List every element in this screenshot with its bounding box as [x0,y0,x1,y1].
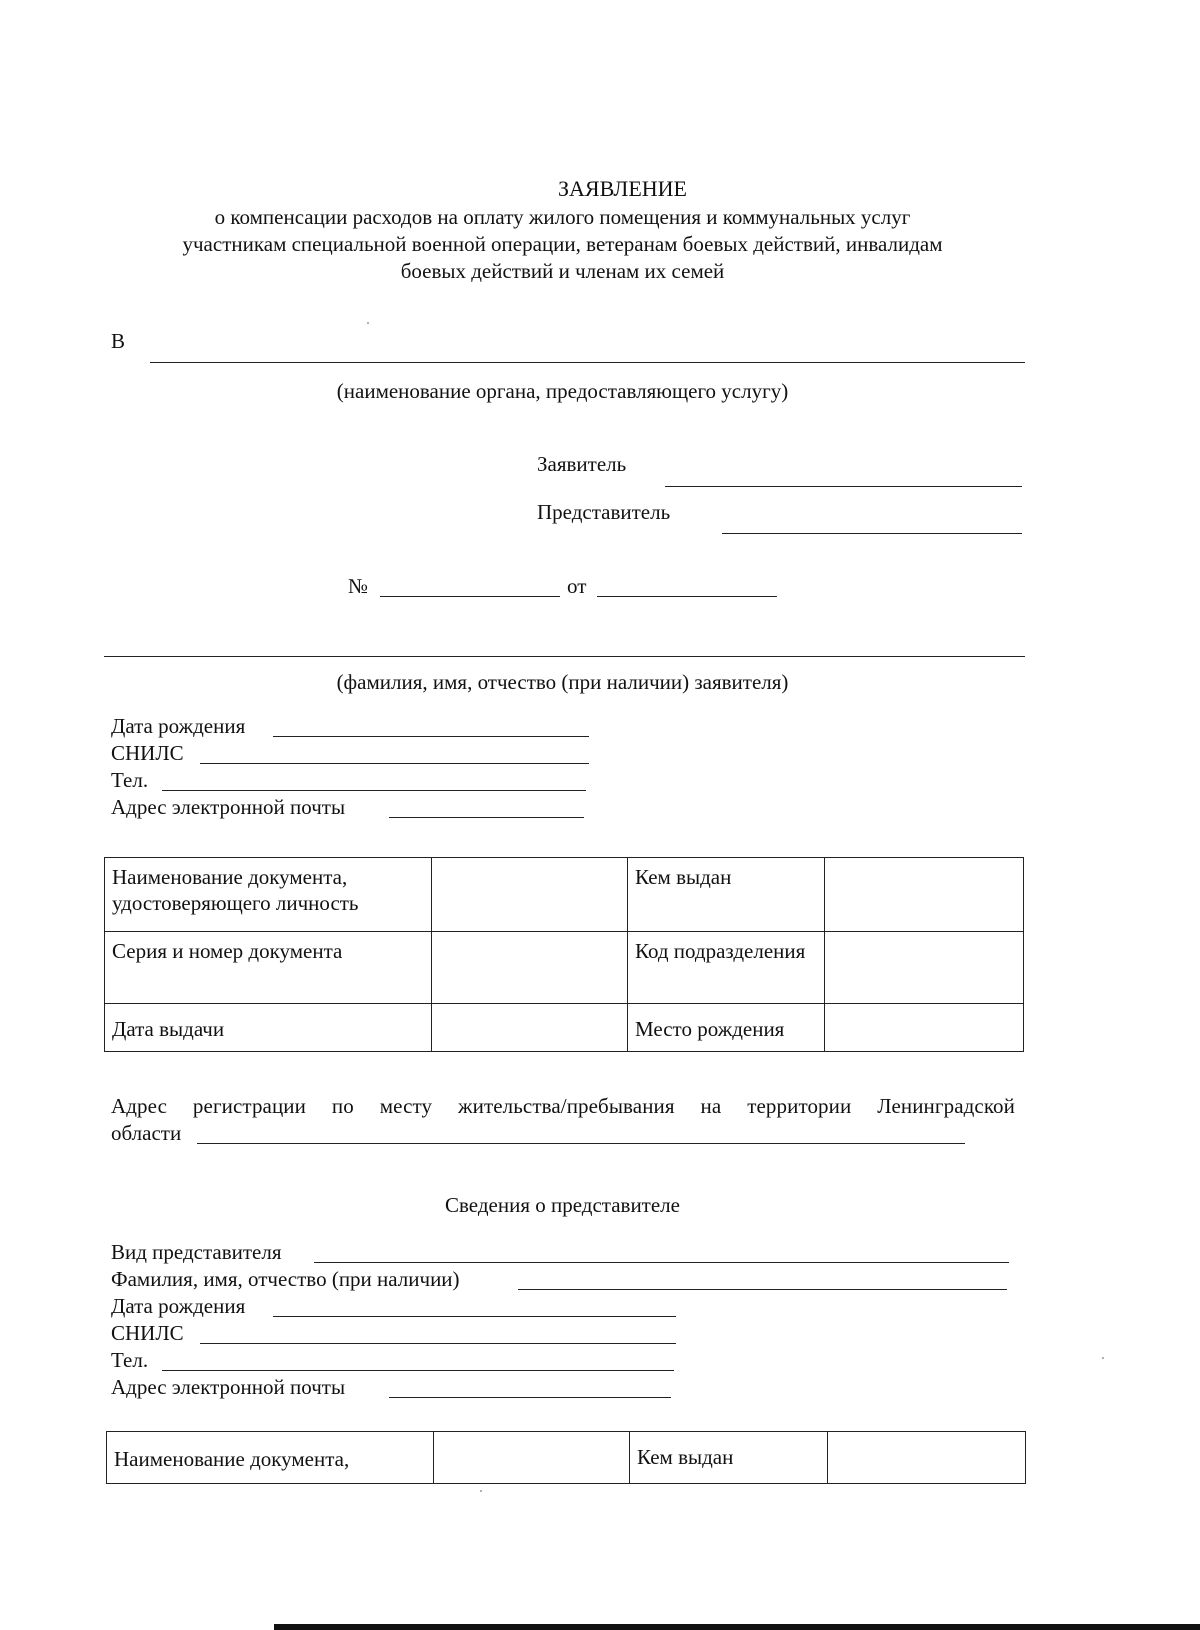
representative-email-label: Адрес электронной почты [111,1375,346,1399]
registration-address-label-cont: области [111,1121,182,1145]
scan-speck [1102,1357,1104,1359]
table-cell-label: Дата выдачи [105,1004,432,1052]
applicant-email-label: Адрес электронной почты [111,795,346,819]
applicant-snils-line[interactable] [200,763,589,764]
applicant-label: Заявитель [537,452,627,476]
number-line[interactable] [380,596,560,597]
representative-section-title: Сведения о представителе [445,1193,680,1217]
representative-birth-date-label: Дата рождения [111,1294,246,1318]
table-cell-label: Код подразделения [628,932,825,1004]
representative-phone-label: Тел. [111,1348,149,1372]
table-cell-label: Кем выдан [628,858,825,932]
table-cell-value[interactable] [825,932,1024,1004]
representative-name-line[interactable] [518,1289,1007,1290]
table-cell-label: Место рождения [628,1004,825,1052]
applicant-name-line[interactable] [104,656,1025,657]
applicant-snils-label: СНИЛС [111,741,184,765]
table-cell-value[interactable] [828,1432,1026,1484]
document-subtitle-line-2: участникам специальной военной операции, ветеранам боевых действий, инвалидам [182,232,943,256]
representative-line[interactable] [722,533,1022,534]
applicant-id-table [104,857,1024,1052]
applicant-email-line[interactable] [389,817,584,818]
scan-speck [480,1490,482,1492]
representative-type-line[interactable] [314,1262,1009,1263]
table-cell-value[interactable] [432,858,628,932]
table-cell-value[interactable] [825,1004,1024,1052]
document-subtitle-line-3: боевых действий и членам их семей [400,259,725,283]
representative-id-table [106,1431,1026,1484]
representative-label: Представитель [537,500,671,524]
table-cell-label: Серия и номер документа [105,932,432,1004]
representative-snils-label: СНИЛС [111,1321,184,1345]
table-cell-label: Наименование документа, удостоверяющего личность [105,858,432,932]
table-cell-label: Кем выдан [630,1432,828,1484]
applicant-phone-line[interactable] [162,790,586,791]
table-cell-label: Наименование документа, [107,1432,434,1484]
number-label: № [348,574,369,598]
representative-type-label: Вид представителя [111,1240,282,1264]
applicant-line[interactable] [665,486,1022,487]
addressee-line[interactable] [150,362,1025,363]
document-title: ЗАЯВЛЕНИЕ [558,176,687,201]
scan-speck [367,322,369,324]
applicant-birth-date-line[interactable] [273,736,589,737]
date-line[interactable] [597,596,777,597]
applicant-phone-label: Тел. [111,768,149,792]
applicant-name-caption: (фамилия, имя, отчество (при наличии) заявителя) [336,670,789,694]
representative-snils-line[interactable] [200,1343,676,1344]
table-cell-value[interactable] [825,858,1024,932]
representative-phone-line[interactable] [162,1370,674,1371]
addressee-caption: (наименование органа, предоставляющего услугу) [336,379,789,403]
addressee-prefix: В [111,329,126,353]
representative-email-line[interactable] [389,1397,671,1398]
representative-name-label: Фамилия, имя, отчество (при наличии) [111,1267,460,1291]
from-label: от [567,574,587,598]
table-cell-value[interactable] [432,932,628,1004]
table-row [107,1432,1026,1484]
applicant-birth-date-label: Дата рождения [111,714,246,738]
table-row [105,932,1024,1004]
representative-birth-date-line[interactable] [273,1316,676,1317]
registration-address-label: Адрес регистрации по месту жительства/пребывания на территории Ленинградской [111,1094,1015,1118]
table-cell-value[interactable] [434,1432,630,1484]
scan-edge-bar [274,1624,1200,1630]
table-row [105,1004,1024,1052]
table-cell-value[interactable] [432,1004,628,1052]
registration-address-line[interactable] [197,1143,965,1144]
table-row [105,858,1024,932]
document-subtitle-line-1: о компенсации расходов на оплату жилого помещения и коммунальных услуг [214,205,911,229]
